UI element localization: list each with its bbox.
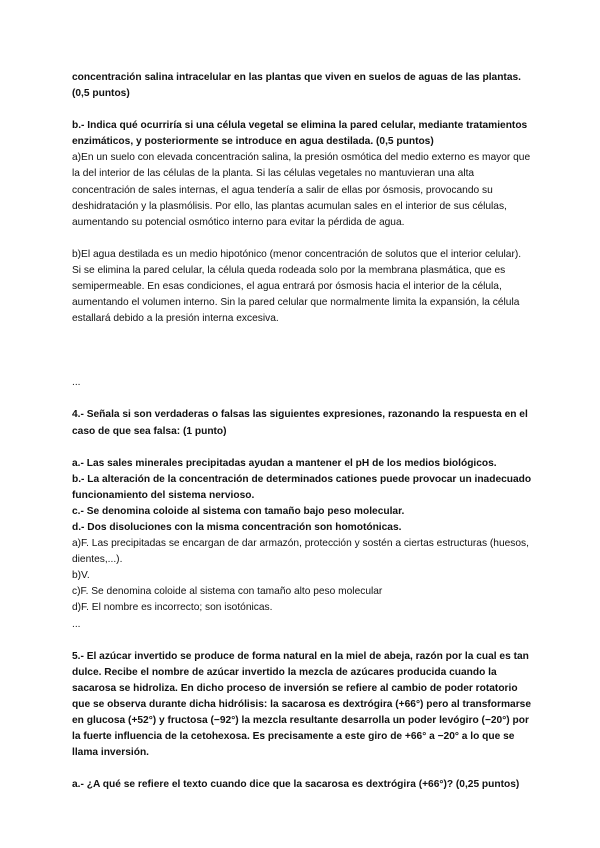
question-5a-prompt: a.- ¿A qué se refiere el texto cuando dice que la sacarosa es dextrógira (+66°)? (0,25 puntos) <box>72 779 520 791</box>
answer-4c: c)F. Se denomina coloide al sistema con tamaño alto peso molecular <box>72 586 383 598</box>
answer-4a: a)F. Las precipitadas se encargan de dar armazón, protección y sostén a ciertas estructuras (huesos, dientes,...). <box>72 538 529 566</box>
question-5-prompt: 5.- El azúcar invertido se produce de forma natural en la miel de abeja, razón por la cual es tan dulce. Recibe el nombre de azúcar invertido la mezcla de azúcares producida cuando la sacarosa se hidroliza. En dicho proceso de inversión se refiere al cambio de poder rotatorio que se observa durante dicha hidrólisis: la sacarosa es dextrógira (+66°) pero al transformarse en glucosa (+52°) y fructosa (−92°) la mezcla resultante desarrolla un poder levógiro (−20°) por la fuerte influencia de la cetohexosa. Es precisamente a este giro de +66° a −20° a lo que se llama inversión. <box>72 650 532 759</box>
question-4-statement-a: a.- Las sales minerales precipitadas ayudan a mantener el pH de los medios biológicos. <box>72 457 497 469</box>
question-4-statement-b: b.- La alteración de la concentración de determinados cationes puede provocar un inadecuado funcionamiento del sistema nervioso. <box>72 473 532 501</box>
separator-ellipsis: ... <box>72 377 81 389</box>
question-4-statement-d: d.- Dos disoluciones con la misma concentración son homotónicas. <box>72 521 402 533</box>
question-4-statement-c: c.- Se denomina coloide al sistema con tamaño bajo peso molecular. <box>72 505 405 517</box>
answer-3a: a)En un suelo con elevada concentración salina, la presión osmótica del medio externo es mayor que la del interior de las células de la planta. Si las células vegetales no mantuvieran una alta concentración de sales internas, el agua tendería a salir de ellas por ósmosis, provocando su deshidratación y la plasmólisis. Por ello, las plantas acumulan sales en el interior de sus células, aumentando su potencial osmótico interno para evitar la pérdida de agua. <box>72 152 531 228</box>
question-3-heading-tail: concentración salina intracelular en las plantas que viven en suelos de aguas de las plantas. (0,5 puntos) <box>72 72 521 100</box>
question-4-prompt: 4.- Señala si son verdaderas o falsas las siguientes expresiones, razonando la respuesta en el caso de que sea falsa: (1 punto) <box>72 409 528 437</box>
answer-3b: b)El agua destilada es un medio hipotónico (menor concentración de solutos que el interior celular). Si se elimina la pared celular, la célula queda rodeada solo por la membrana plasmática, que es semipermeable. En esas condiciones, el agua entrará por ósmosis hacia el interior de la célula, aumentando el volumen interno. Sin la pared celular que normalmente limita la expansión, la célula estallará debido a la presión interna excesiva. <box>72 248 522 325</box>
document-page <box>72 70 532 793</box>
separator-ellipsis: ... <box>72 618 81 630</box>
question-3b-prompt: b.- Indica qué ocurriría si una célula vegetal se elimina la pared celular, mediante tratamientos enzimáticos, y posteriormente se introduce en agua destilada. (0,5 puntos) <box>72 120 528 148</box>
answer-4d: d)F. El nombre es incorrecto; son isotónicas. <box>72 602 273 614</box>
answer-4b: b)V. <box>72 570 90 582</box>
